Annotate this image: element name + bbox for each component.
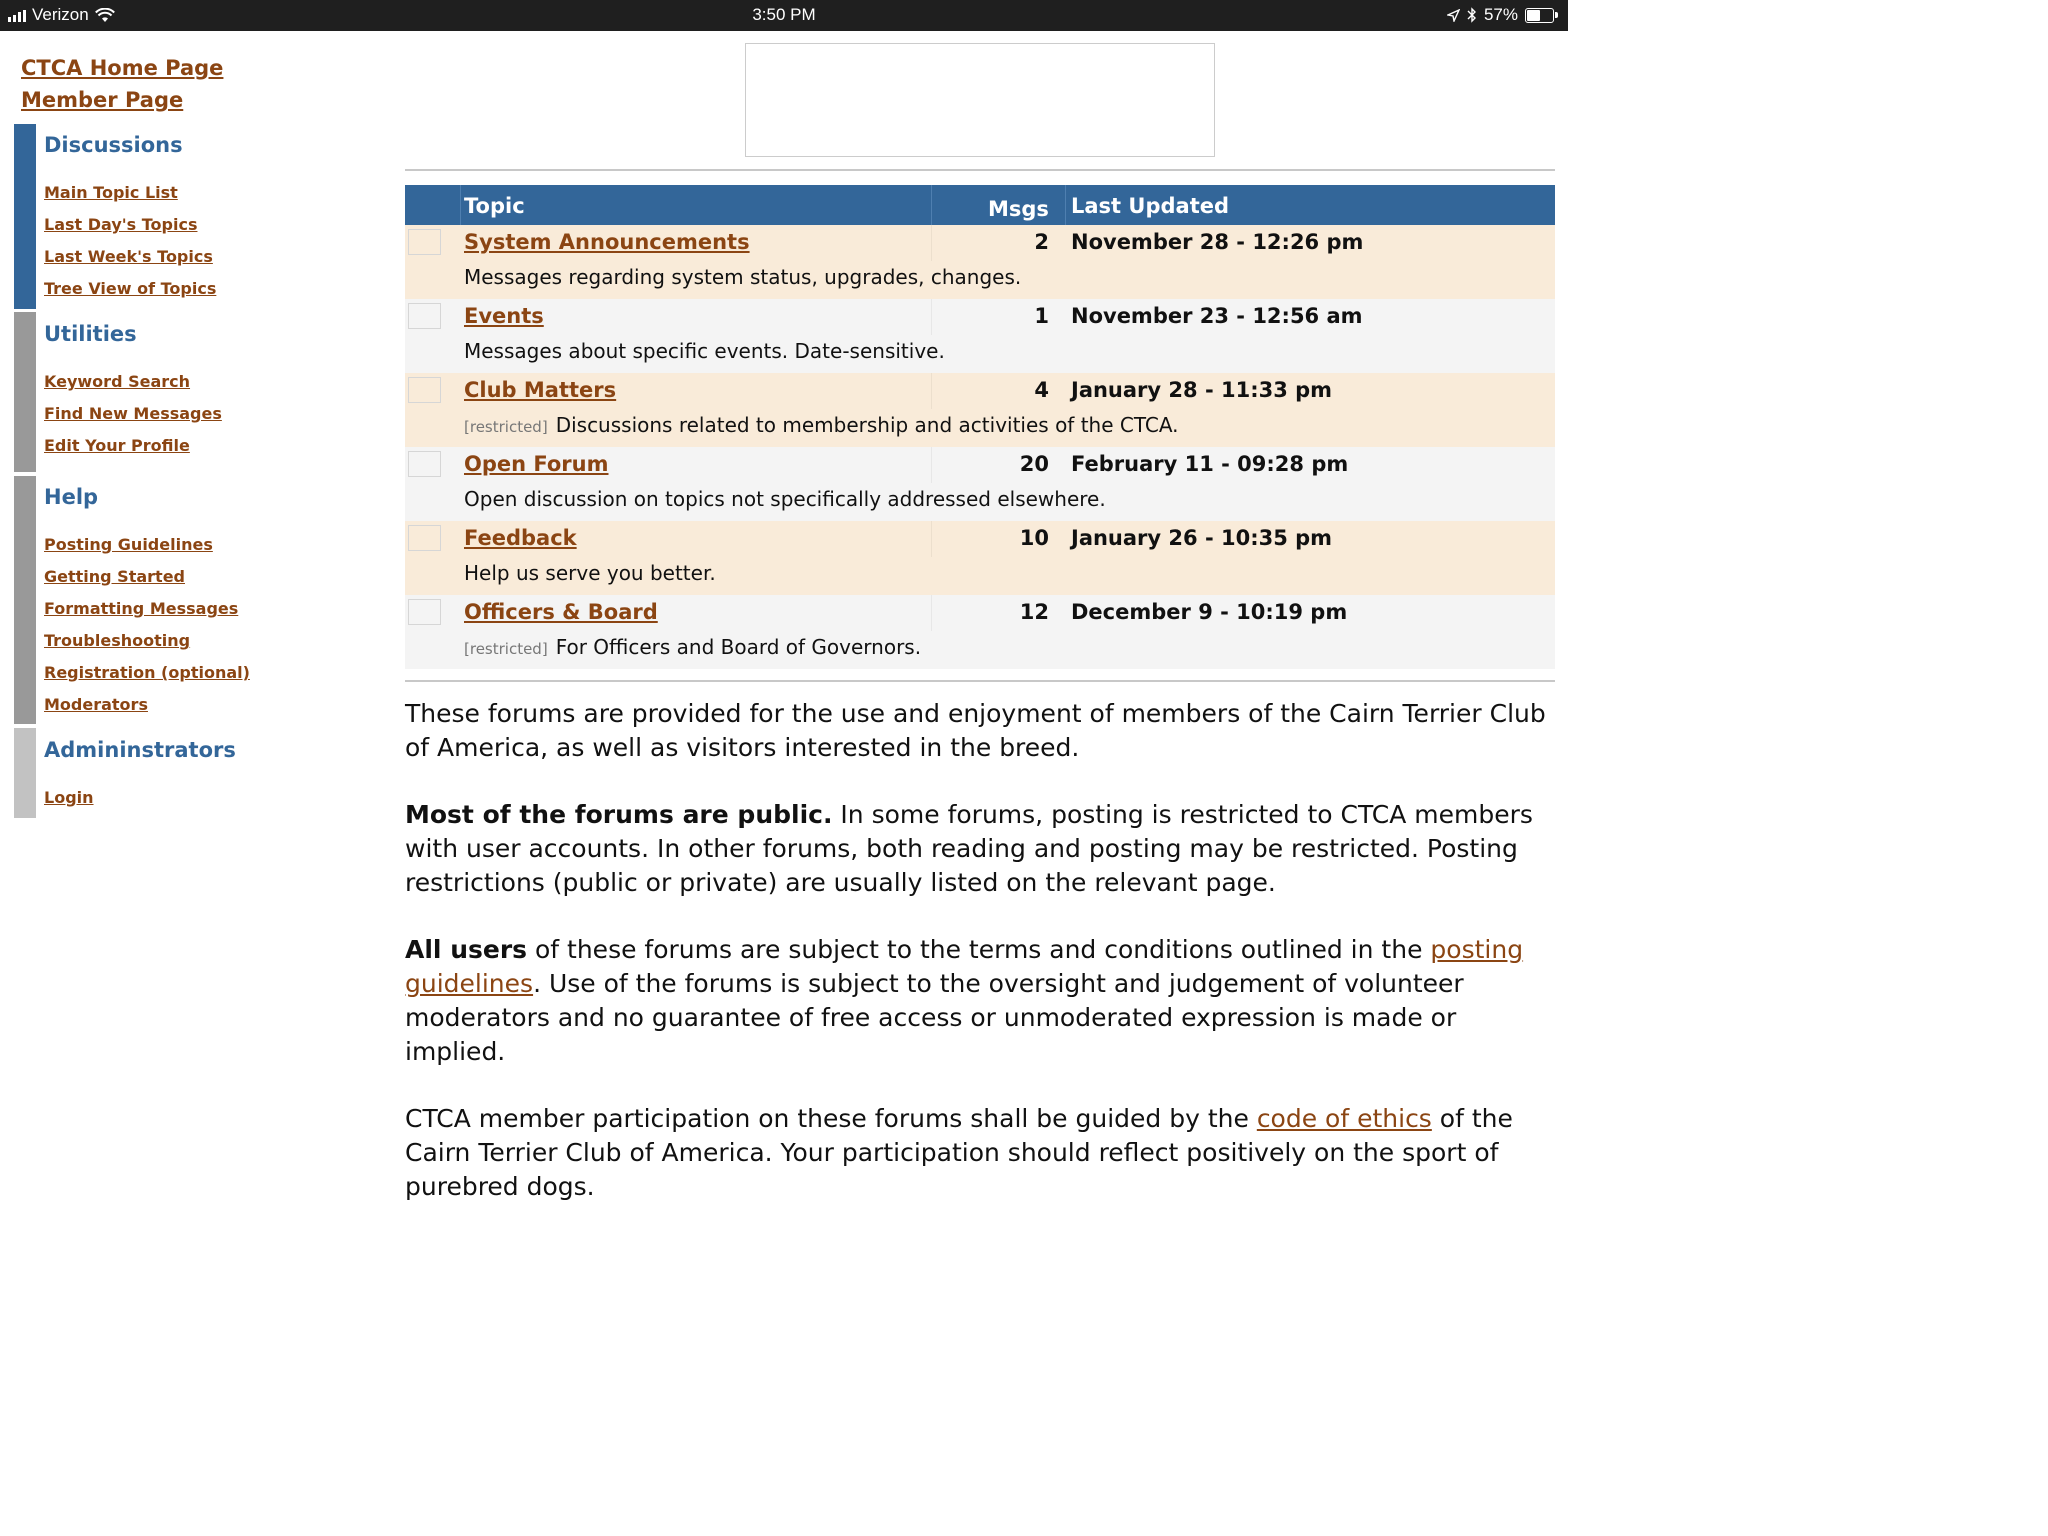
restricted-tag: [restricted]: [464, 640, 548, 658]
posting-guidelines-inline-link[interactable]: posting guidelines: [405, 935, 1524, 998]
row-checkbox[interactable]: [408, 229, 441, 255]
row-checkbox[interactable]: [408, 377, 441, 403]
forum-link[interactable]: Feedback: [464, 526, 577, 550]
cell-divider: [931, 521, 932, 557]
main-topic-list-link[interactable]: Main Topic List: [44, 183, 178, 202]
section-color-bar: [14, 312, 36, 472]
header-divider: [931, 185, 932, 225]
msg-count: 4: [1034, 378, 1049, 402]
forum-intro-text: [405, 697, 1555, 1237]
divider: [405, 169, 1555, 171]
row-checkbox[interactable]: [408, 599, 441, 625]
msg-count: 2: [1034, 230, 1049, 254]
forum-description: Open discussion on topics not specifically addressed elsewhere.: [464, 487, 1106, 511]
sidebar-section-utilities: [14, 312, 374, 472]
forum-link[interactable]: Open Forum: [464, 452, 609, 476]
ios-status-bar: [0, 0, 1568, 31]
last-weeks-topics-link[interactable]: Last Week's Topics: [44, 247, 213, 266]
last-updated: November 28 - 12:26 pm: [1071, 230, 1364, 254]
last-days-topics-link[interactable]: Last Day's Topics: [44, 215, 198, 234]
forum-row-open-forum: [405, 447, 1555, 521]
sidebar-section-discussions: [14, 124, 374, 309]
paragraph-text: . Use of the forums is subject to the oversight and judgement of volunteer moderators and no guarantee of free access or unmoderated expression is made or implied.: [405, 969, 1464, 1066]
forum-description-container: [464, 635, 921, 659]
header-msgs: Msgs: [988, 197, 1049, 221]
paragraph-lead: Most of the forums are public.: [405, 800, 833, 829]
location-arrow-icon: [1447, 9, 1460, 22]
paragraph-text: of the Cairn Terrier Club of America. Your participation should reflect positively on the sport of purebred dogs.: [405, 1104, 1513, 1201]
forum-link[interactable]: System Announcements: [464, 230, 750, 254]
last-updated: January 28 - 11:33 pm: [1071, 378, 1333, 402]
section-title: Utilities: [44, 322, 137, 346]
forum-link[interactable]: Officers & Board: [464, 600, 658, 624]
msg-count: 20: [1019, 452, 1049, 476]
banner-ad-placeholder: [745, 43, 1215, 157]
registration-link[interactable]: Registration (optional): [44, 663, 250, 682]
section-color-bar: [14, 124, 36, 309]
section-color-bar: [14, 476, 36, 724]
section-title: Discussions: [44, 133, 183, 157]
paragraph-text: CTCA member participation on these forums shall be guided by the: [405, 1104, 1257, 1133]
msg-count: 10: [1019, 526, 1049, 550]
ethics-paragraph: [405, 1102, 1555, 1204]
sidebar-section-help: [14, 476, 374, 724]
section-color-bar: [14, 728, 36, 818]
getting-started-link[interactable]: Getting Started: [44, 567, 185, 586]
restricted-tag: [restricted]: [464, 418, 548, 436]
forum-row-officers-board: [405, 595, 1555, 669]
last-updated: November 23 - 12:56 am: [1071, 304, 1363, 328]
divider: [405, 680, 1555, 682]
public-forums-paragraph: [405, 798, 1555, 900]
forum-link[interactable]: Events: [464, 304, 544, 328]
header-divider: [1065, 185, 1066, 225]
msg-count: 12: [1019, 600, 1049, 624]
troubleshooting-link[interactable]: Troubleshooting: [44, 631, 191, 650]
battery-icon: [1525, 8, 1554, 23]
ctca-home-link[interactable]: CTCA Home Page: [21, 56, 224, 80]
sidebar-section-administrators: [14, 728, 374, 818]
posting-guidelines-link[interactable]: Posting Guidelines: [44, 535, 213, 554]
formatting-messages-link[interactable]: Formatting Messages: [44, 599, 239, 618]
forum-description: Help us serve you better.: [464, 561, 716, 585]
header-last-updated: Last Updated: [1071, 194, 1230, 218]
keyword-search-link[interactable]: Keyword Search: [44, 372, 191, 391]
bluetooth-icon: [1467, 7, 1477, 23]
header-topic: Topic: [464, 194, 525, 218]
forum-description: Messages regarding system status, upgrades, changes.: [464, 265, 1022, 289]
forum-description: Messages about specific events. Date-sensitive.: [464, 339, 945, 363]
last-updated: December 9 - 10:19 pm: [1071, 600, 1348, 624]
last-updated: February 11 - 09:28 pm: [1071, 452, 1349, 476]
table-header: [405, 185, 1555, 225]
cell-divider: [931, 447, 932, 483]
forum-description: For Officers and Board of Governors.: [555, 635, 922, 659]
forum-row-feedback: [405, 521, 1555, 595]
battery-percent: 57%: [1483, 5, 1518, 24]
edit-profile-link[interactable]: Edit Your Profile: [44, 436, 190, 455]
header-divider: [460, 185, 461, 225]
forum-link[interactable]: Club Matters: [464, 378, 617, 402]
forum-row-system-announcements: [405, 225, 1555, 299]
tree-view-topics-link[interactable]: Tree View of Topics: [44, 279, 217, 298]
find-new-messages-link[interactable]: Find New Messages: [44, 404, 222, 423]
cell-divider: [931, 299, 932, 335]
cell-divider: [931, 225, 932, 261]
forum-table: [405, 185, 1555, 669]
forum-row-events: [405, 299, 1555, 373]
member-page-link[interactable]: Member Page: [21, 88, 184, 112]
paragraph-text: of these forums are subject to the terms and conditions outlined in the: [527, 935, 1431, 964]
all-users-paragraph: [405, 933, 1555, 1069]
cell-divider: [931, 373, 932, 409]
section-title: Admininstrators: [44, 738, 236, 762]
section-title: Help: [44, 485, 99, 509]
cell-divider: [931, 595, 932, 631]
moderators-link[interactable]: Moderators: [44, 695, 148, 714]
clock: 3:50 PM: [752, 5, 816, 24]
msg-count: 1: [1034, 304, 1049, 328]
row-checkbox[interactable]: [408, 525, 441, 551]
forum-description-container: [464, 413, 1179, 437]
paragraph-text: In some forums, posting is restricted to CTCA members with user accounts. In other forums, both reading and posting may be restricted. Posting restrictions (public or private) are usually listed on the relevant page.: [405, 800, 1533, 897]
forum-row-club-matters: [405, 373, 1555, 447]
last-updated: January 26 - 10:35 pm: [1071, 526, 1333, 550]
sidebar-top-links: [21, 52, 223, 116]
row-checkbox[interactable]: [408, 303, 441, 329]
login-link[interactable]: Login: [44, 788, 94, 807]
intro-paragraph: These forums are provided for the use and enjoyment of members of the Cairn Terrier Club of America, as well as visitors interested in the breed.: [405, 699, 1546, 762]
row-checkbox[interactable]: [408, 451, 441, 477]
code-of-ethics-link[interactable]: code of ethics: [1256, 1104, 1432, 1133]
paragraph-lead: All users: [405, 935, 528, 964]
carrier-label: Verizon: [32, 5, 89, 24]
forum-description: Discussions related to membership and activities of the CTCA.: [555, 413, 1179, 437]
